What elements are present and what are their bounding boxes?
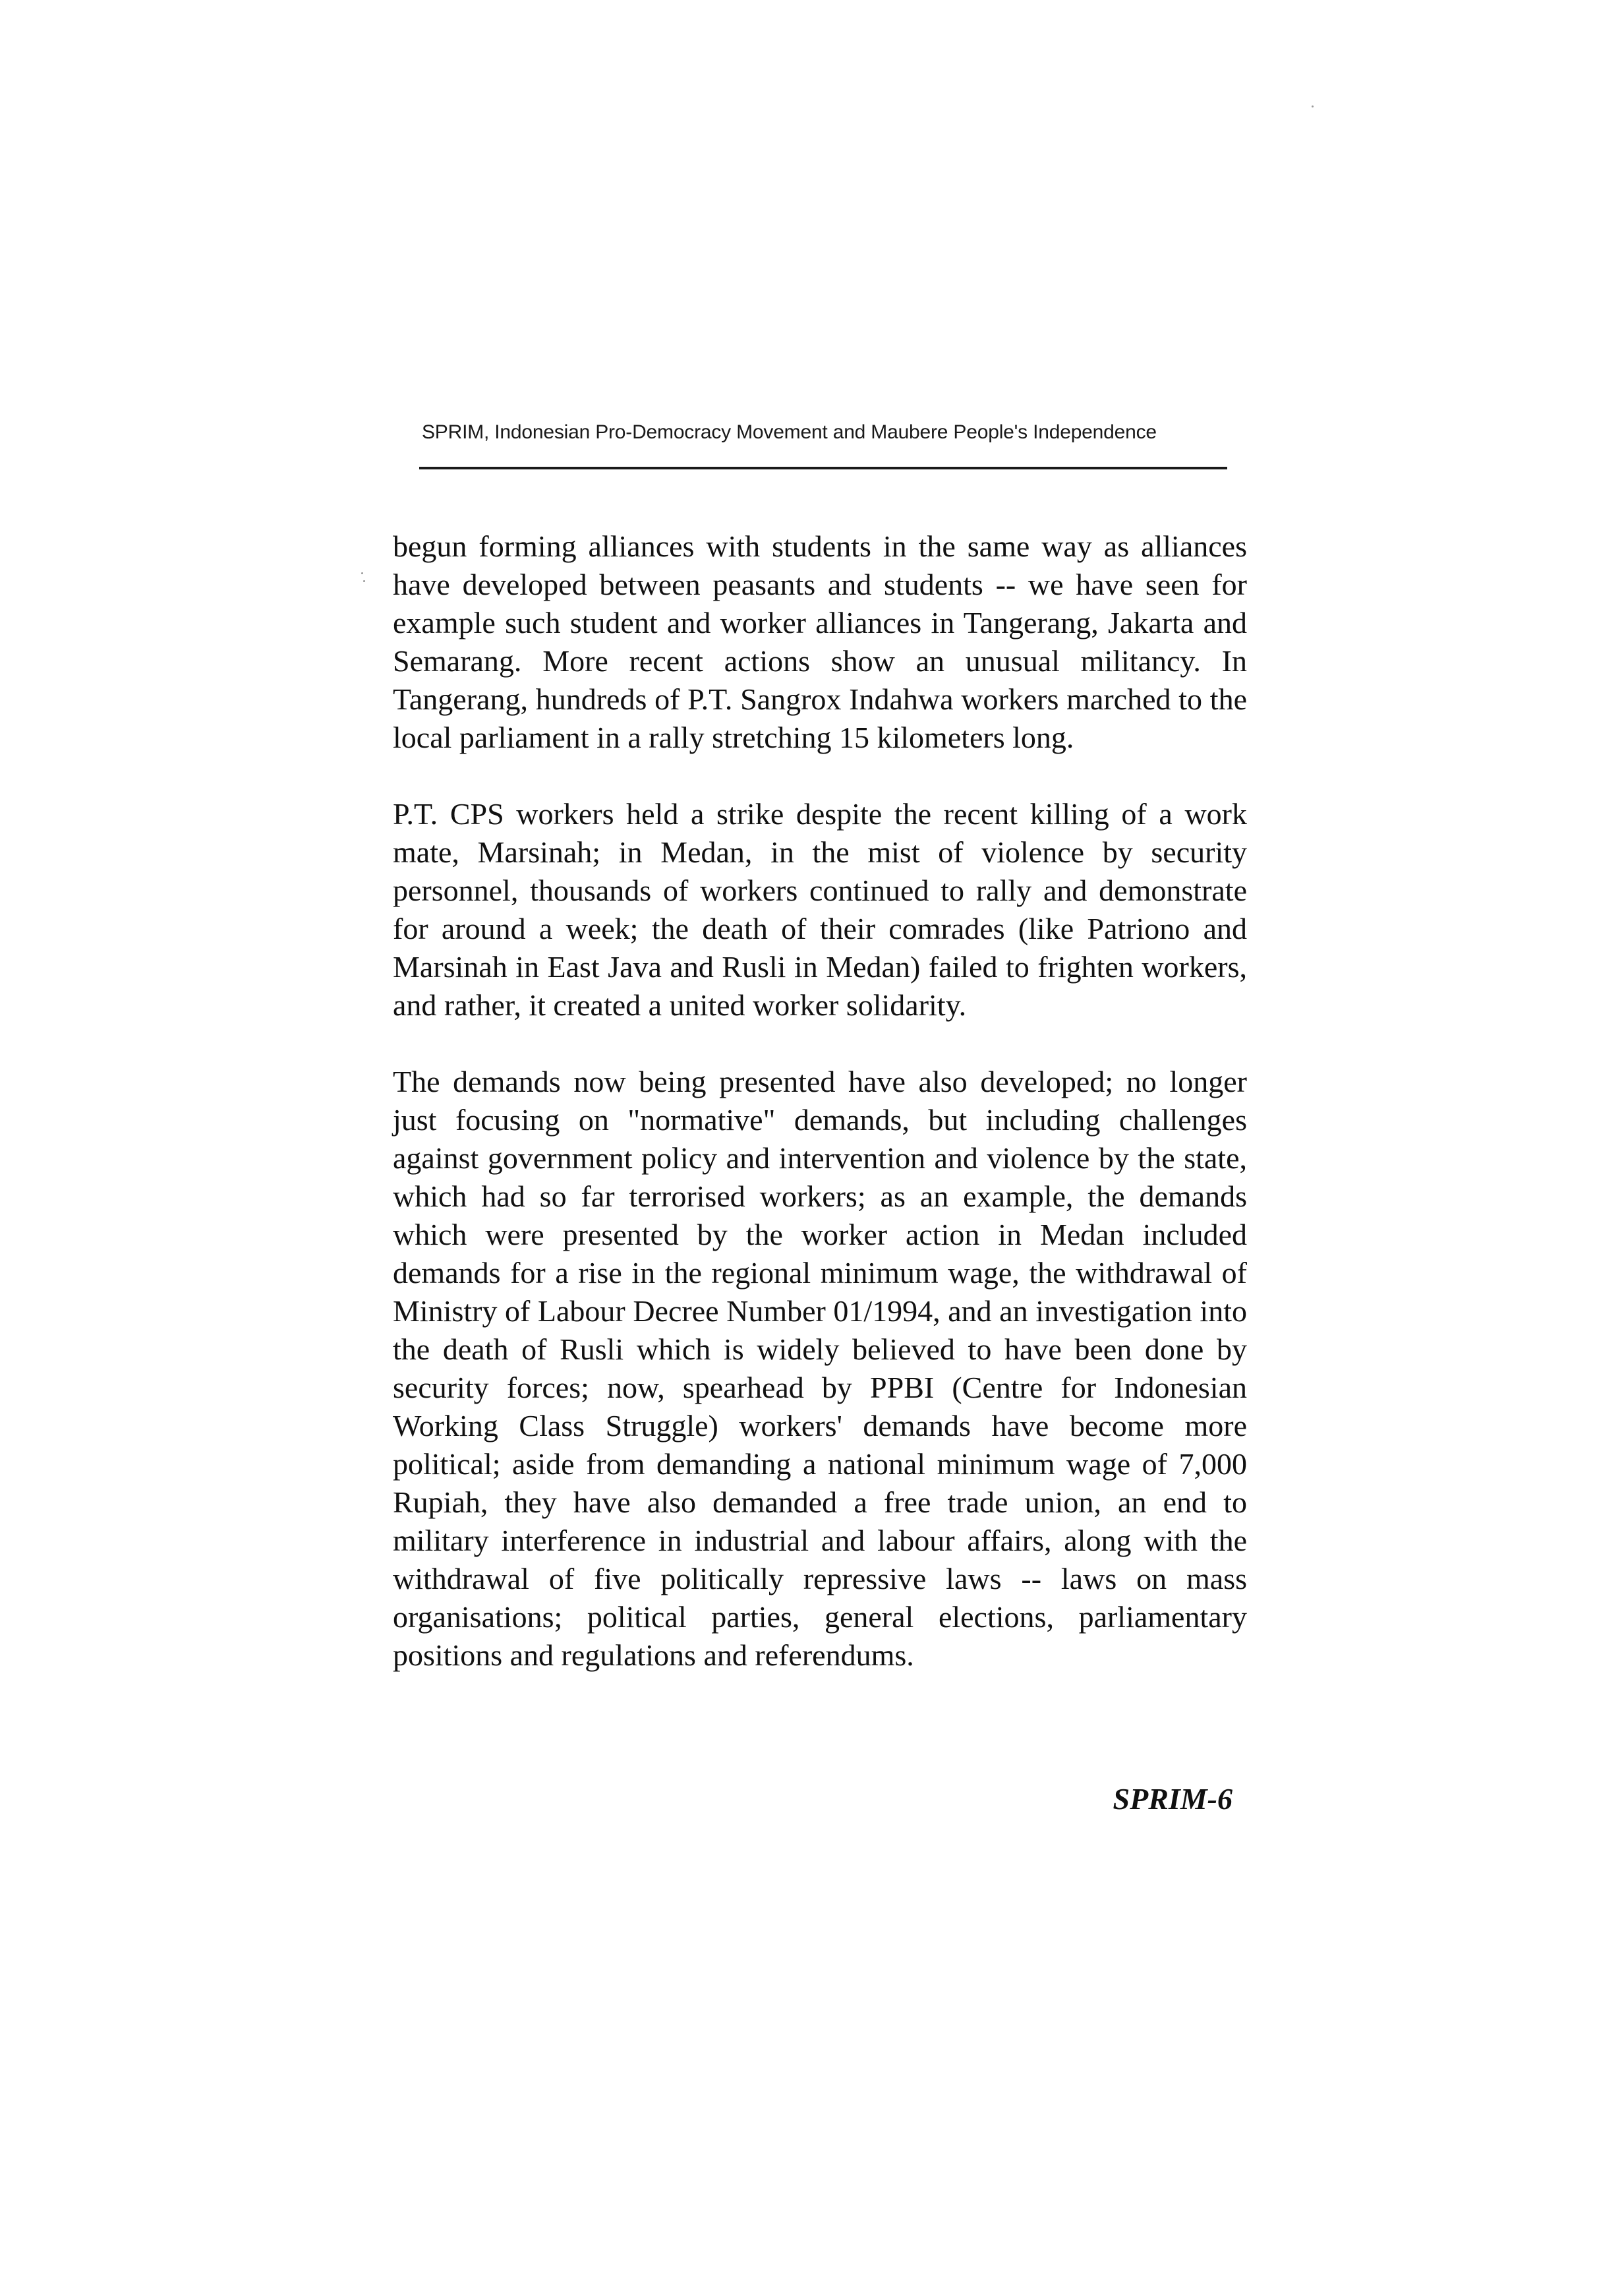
page-number: SPRIM-6	[1113, 1782, 1232, 1816]
body-text	[393, 527, 1247, 1713]
paragraph-3: The demands now being presented have also developed; no longer just focusing on "normative" demands, but including challenges against government policy and intervention and violence by the state, which had so far terrorised workers; as an example, the demands which were presented by the worker action in Medan included demands for a rise in the regional minimum wage, the withdrawal of Ministry of Labour Decree Number 01/1994, and an investigation into the death of Rusli which is widely believed to have been done by security forces; now, spearhead by PPBI (Centre for Indonesian Working Class Struggle) workers' demands have become more political; aside from demanding a national minimum wage of 7,000 Rupiah, they have also demanded a free trade union, an end to military interference in industrial and labour affairs, along with the withdrawal of five politically repressive laws -- laws on mass organisations; political parties, general elections, parliamentary positions and regulations and referendums.	[393, 1065, 1247, 1672]
header-divider	[419, 467, 1227, 469]
paragraph-1: begun forming alliances with students in the same way as alliances have developed between peasants and students -- we have seen for example such student and worker alliances in Tangerang, Jakarta and Semarang. More recent actions show an unusual militancy. In Tangerang, hundreds of P.T. Sangrox Indahwa workers marched to the local parliament in a rally stretching 15 kilometers long.	[393, 529, 1247, 754]
running-header: SPRIM, Indonesian Pro-Democracy Movement and Maubere People's Independence	[422, 421, 1157, 443]
scan-speck	[1312, 105, 1314, 107]
paragraph-2: P.T. CPS workers held a strike despite the recent killing of a work mate, Marsinah; in Medan, in the mist of violence by security personnel, thousands of workers continued to rally and demonstrate for around a week; the death of their comrades (like Patriono and Marsinah in East Java and Rusli in Medan) failed to frighten workers, and rather, it created a united worker solidarity.	[393, 797, 1247, 1022]
scan-speck	[361, 572, 363, 574]
scan-speck	[363, 580, 365, 582]
